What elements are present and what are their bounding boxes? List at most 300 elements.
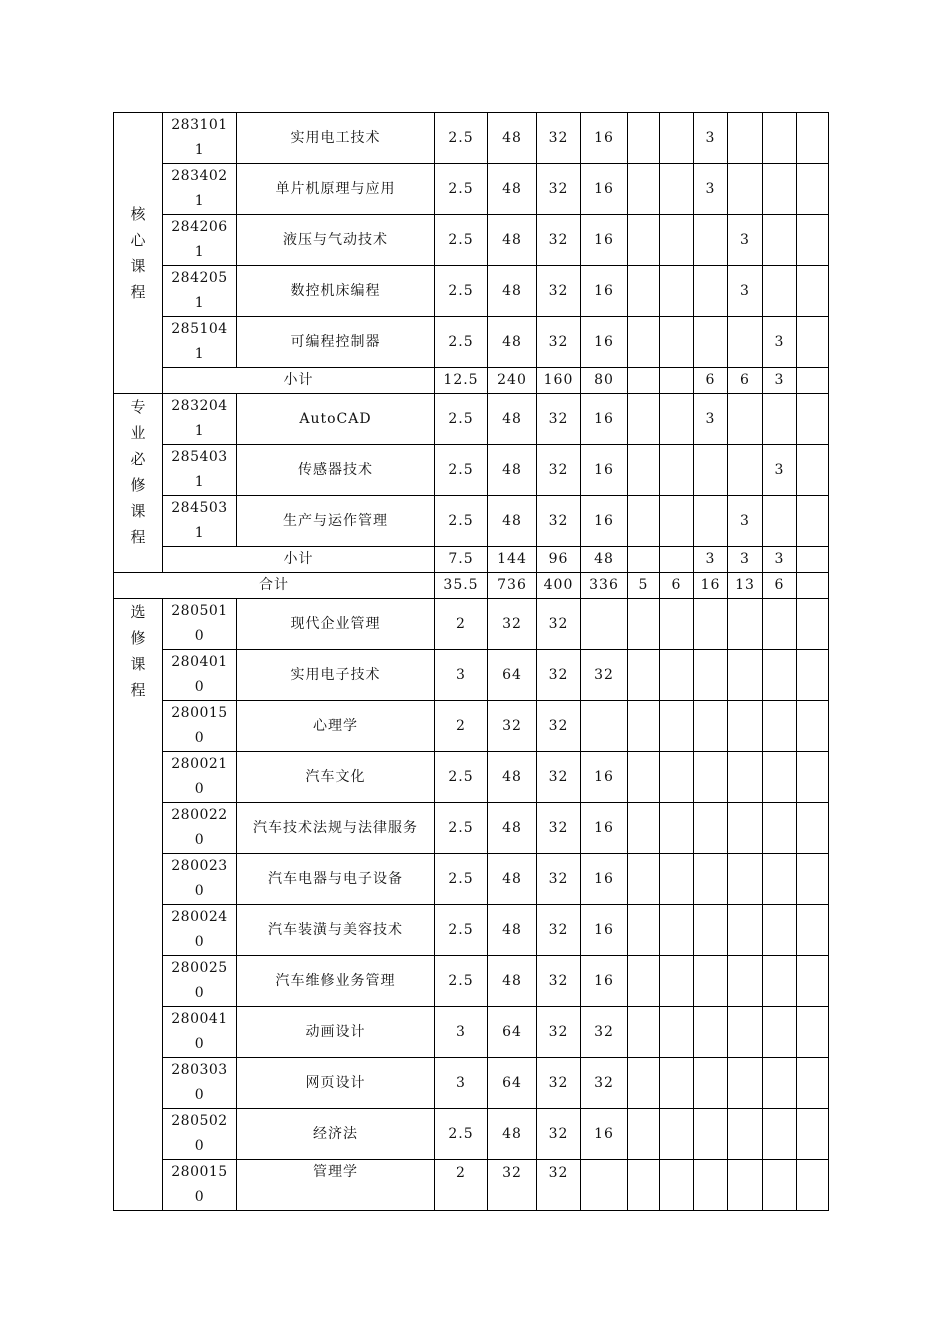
theory-hours: 32 [537, 113, 581, 164]
semester-2 [660, 701, 694, 752]
credit: 2.5 [435, 1109, 488, 1160]
semester-4 [728, 752, 763, 803]
semester-6 [797, 650, 829, 701]
semester-1 [628, 803, 660, 854]
semester-5 [763, 701, 797, 752]
subtotal-label: 小计 [163, 368, 435, 394]
credit: 3 [435, 1058, 488, 1109]
course-code-line: 284205 [171, 270, 228, 286]
course-code-line: 0 [194, 1087, 205, 1103]
semester-3: 3 [694, 547, 728, 573]
table-row [114, 113, 829, 164]
course-code [163, 113, 237, 164]
practice-hours [581, 599, 628, 650]
theory-hours: 32 [537, 803, 581, 854]
semester-3 [694, 803, 728, 854]
practice-hours: 16 [581, 317, 628, 368]
theory-hours: 32 [537, 394, 581, 445]
semester-1 [628, 701, 660, 752]
semester-1 [628, 445, 660, 496]
course-code [163, 599, 237, 650]
course-name: 单片机原理与应用 [237, 164, 435, 215]
semester-5 [763, 113, 797, 164]
theory-hours: 32 [537, 956, 581, 1007]
semester-3 [694, 1058, 728, 1109]
semester-2 [660, 1058, 694, 1109]
course-code-line: 280041 [171, 1011, 228, 1027]
semester-2 [660, 1007, 694, 1058]
semester-4: 3 [728, 547, 763, 573]
semester-6 [797, 701, 829, 752]
semester-3 [694, 317, 728, 368]
course-code-line: 0 [194, 730, 205, 746]
total-hours: 48 [488, 445, 537, 496]
semester-6 [797, 496, 829, 547]
course-name: AutoCAD [237, 394, 435, 445]
semester-1 [628, 956, 660, 1007]
semester-3 [694, 854, 728, 905]
semester-5 [763, 215, 797, 266]
practice-hours: 80 [581, 368, 628, 394]
category-cell [114, 113, 163, 394]
semester-2 [660, 599, 694, 650]
semester-6 [797, 752, 829, 803]
course-code [163, 854, 237, 905]
semester-6 [797, 215, 829, 266]
course-name: 心理学 [237, 701, 435, 752]
total-hours: 64 [488, 1007, 537, 1058]
practice-hours: 48 [581, 547, 628, 573]
credit: 2.5 [435, 905, 488, 956]
semester-1 [628, 1007, 660, 1058]
total-hours: 64 [488, 650, 537, 701]
credit: 2.5 [435, 113, 488, 164]
course-name: 数控机床编程 [237, 266, 435, 317]
semester-1 [628, 547, 660, 573]
semester-4 [728, 113, 763, 164]
semester-4: 6 [728, 368, 763, 394]
semester-4 [728, 854, 763, 905]
course-code [163, 445, 237, 496]
total-hours: 64 [488, 1058, 537, 1109]
course-code-line: 283101 [171, 117, 228, 133]
credit: 2.5 [435, 854, 488, 905]
semester-5 [763, 854, 797, 905]
semester-5: 3 [763, 317, 797, 368]
course-code [163, 1160, 237, 1211]
course-code-line: 280401 [171, 654, 228, 670]
credit: 2.5 [435, 956, 488, 1007]
semester-1 [628, 266, 660, 317]
semester-6 [797, 113, 829, 164]
course-name: 现代企业管理 [237, 599, 435, 650]
practice-hours: 16 [581, 496, 628, 547]
course-name: 管理学 [237, 1160, 435, 1211]
semester-5 [763, 496, 797, 547]
course-code-line: 1 [194, 295, 205, 311]
course-code-line: 0 [194, 1189, 205, 1205]
total-hours: 48 [488, 1109, 537, 1160]
table-row [114, 317, 829, 368]
semester-4 [728, 1160, 763, 1211]
course-code-line: 284206 [171, 219, 228, 235]
semester-5 [763, 1160, 797, 1211]
course-code-line: 0 [194, 1138, 205, 1154]
practice-hours: 16 [581, 956, 628, 1007]
semester-3: 16 [694, 573, 728, 599]
theory-hours: 32 [537, 496, 581, 547]
credit: 2.5 [435, 496, 488, 547]
table-row [114, 1058, 829, 1109]
category-cell [114, 394, 163, 573]
category-label: 专业必修课程 [130, 398, 146, 546]
semester-6 [797, 573, 829, 599]
total-hours: 48 [488, 215, 537, 266]
semester-5 [763, 394, 797, 445]
semester-6 [797, 1007, 829, 1058]
semester-2 [660, 215, 694, 266]
semester-4 [728, 803, 763, 854]
semester-4 [728, 956, 763, 1007]
practice-hours: 16 [581, 803, 628, 854]
total-hours: 48 [488, 752, 537, 803]
theory-hours: 32 [537, 1160, 581, 1211]
theory-hours: 32 [537, 1007, 581, 1058]
semester-2 [660, 394, 694, 445]
semester-3 [694, 956, 728, 1007]
semester-5: 3 [763, 445, 797, 496]
theory-hours: 96 [537, 547, 581, 573]
course-code-line: 0 [194, 985, 205, 1001]
semester-1 [628, 496, 660, 547]
total-hours: 48 [488, 164, 537, 215]
total-hours: 48 [488, 113, 537, 164]
semester-5 [763, 1109, 797, 1160]
table-row [114, 215, 829, 266]
course-code [163, 803, 237, 854]
semester-4: 3 [728, 496, 763, 547]
total-hours: 48 [488, 803, 537, 854]
semester-6 [797, 854, 829, 905]
table-row [114, 650, 829, 701]
course-table [113, 112, 829, 1211]
semester-2 [660, 445, 694, 496]
semester-1 [628, 317, 660, 368]
semester-6 [797, 368, 829, 394]
credit: 2.5 [435, 266, 488, 317]
course-code [163, 905, 237, 956]
theory-hours: 32 [537, 752, 581, 803]
semester-4 [728, 701, 763, 752]
course-code [163, 1109, 237, 1160]
course-code [163, 1058, 237, 1109]
semester-4 [728, 1058, 763, 1109]
semester-5 [763, 599, 797, 650]
theory-hours: 160 [537, 368, 581, 394]
category-label: 核心课程 [130, 205, 146, 301]
semester-2: 6 [660, 573, 694, 599]
semester-6 [797, 547, 829, 573]
semester-6 [797, 317, 829, 368]
course-name: 网页设计 [237, 1058, 435, 1109]
total-hours: 736 [488, 573, 537, 599]
semester-3 [694, 1109, 728, 1160]
grand-total-row [114, 573, 829, 599]
theory-hours: 32 [537, 445, 581, 496]
semester-4: 3 [728, 215, 763, 266]
total-hours: 48 [488, 394, 537, 445]
semester-3 [694, 266, 728, 317]
semester-3: 6 [694, 368, 728, 394]
semester-3 [694, 445, 728, 496]
semester-2 [660, 650, 694, 701]
course-code [163, 956, 237, 1007]
semester-5: 3 [763, 368, 797, 394]
semester-5 [763, 905, 797, 956]
course-table-body [114, 113, 829, 1211]
practice-hours: 16 [581, 752, 628, 803]
semester-3 [694, 650, 728, 701]
course-code-line: 283204 [171, 398, 228, 414]
total-hours: 48 [488, 496, 537, 547]
course-code-line: 280025 [171, 960, 228, 976]
semester-3 [694, 599, 728, 650]
course-code-line: 280022 [171, 807, 228, 823]
course-name: 汽车维修业务管理 [237, 956, 435, 1007]
course-code-line: 1 [194, 423, 205, 439]
table-row [114, 956, 829, 1007]
subtotal-label: 小计 [163, 547, 435, 573]
semester-3 [694, 215, 728, 266]
table-row [114, 854, 829, 905]
total-hours: 32 [488, 1160, 537, 1211]
total-hours: 144 [488, 547, 537, 573]
practice-hours: 32 [581, 1058, 628, 1109]
course-code-line: 1 [194, 474, 205, 490]
course-code-line: 285403 [171, 449, 228, 465]
course-name: 传感器技术 [237, 445, 435, 496]
semester-1 [628, 113, 660, 164]
table-row [114, 394, 829, 445]
semester-3: 3 [694, 113, 728, 164]
course-code [163, 317, 237, 368]
course-code [163, 701, 237, 752]
course-name: 动画设计 [237, 1007, 435, 1058]
semester-1 [628, 854, 660, 905]
semester-1 [628, 650, 660, 701]
theory-hours: 32 [537, 701, 581, 752]
credit: 2.5 [435, 803, 488, 854]
semester-5 [763, 164, 797, 215]
semester-6 [797, 956, 829, 1007]
semester-2 [660, 1109, 694, 1160]
credit: 2.5 [435, 752, 488, 803]
course-code-line: 280024 [171, 909, 228, 925]
credit: 2.5 [435, 394, 488, 445]
semester-2 [660, 547, 694, 573]
practice-hours [581, 701, 628, 752]
theory-hours: 32 [537, 650, 581, 701]
semester-4 [728, 394, 763, 445]
semester-3: 3 [694, 164, 728, 215]
semester-6 [797, 599, 829, 650]
semester-4 [728, 905, 763, 956]
semester-3 [694, 752, 728, 803]
practice-hours: 16 [581, 113, 628, 164]
course-code-line: 280015 [171, 1164, 228, 1180]
course-code-line: 280303 [171, 1062, 228, 1078]
semester-2 [660, 164, 694, 215]
course-code [163, 1007, 237, 1058]
course-code-line: 280023 [171, 858, 228, 874]
theory-hours: 32 [537, 317, 581, 368]
course-code-line: 1 [194, 142, 205, 158]
semester-5 [763, 803, 797, 854]
grand-total-label: 合计 [114, 573, 435, 599]
theory-hours: 32 [537, 266, 581, 317]
table-row [114, 1160, 829, 1211]
semester-2 [660, 1160, 694, 1211]
course-code [163, 394, 237, 445]
total-hours: 32 [488, 599, 537, 650]
course-code-line: 280021 [171, 756, 228, 772]
semester-2 [660, 803, 694, 854]
semester-5 [763, 1058, 797, 1109]
semester-1 [628, 599, 660, 650]
semester-4 [728, 599, 763, 650]
theory-hours: 32 [537, 215, 581, 266]
theory-hours: 400 [537, 573, 581, 599]
category-cell [114, 599, 163, 1211]
credit: 2 [435, 701, 488, 752]
semester-4 [728, 650, 763, 701]
semester-6 [797, 394, 829, 445]
credit: 12.5 [435, 368, 488, 394]
theory-hours: 32 [537, 164, 581, 215]
semester-1 [628, 1109, 660, 1160]
semester-4: 3 [728, 266, 763, 317]
credit: 3 [435, 1007, 488, 1058]
semester-6 [797, 1160, 829, 1211]
theory-hours: 32 [537, 854, 581, 905]
table-row [114, 445, 829, 496]
semester-3 [694, 1007, 728, 1058]
practice-hours [581, 1160, 628, 1211]
credit: 2 [435, 1160, 488, 1211]
practice-hours: 16 [581, 266, 628, 317]
course-code-line: 280502 [171, 1113, 228, 1129]
semester-2 [660, 905, 694, 956]
course-code [163, 650, 237, 701]
semester-2 [660, 854, 694, 905]
semester-1 [628, 164, 660, 215]
semester-5 [763, 650, 797, 701]
semester-5 [763, 1007, 797, 1058]
semester-1 [628, 394, 660, 445]
credit: 2 [435, 599, 488, 650]
course-code-line: 280015 [171, 705, 228, 721]
semester-1 [628, 215, 660, 266]
course-name: 实用电工技术 [237, 113, 435, 164]
course-code-line: 284503 [171, 500, 228, 516]
semester-1 [628, 1058, 660, 1109]
course-code-line: 283402 [171, 168, 228, 184]
credit: 2.5 [435, 445, 488, 496]
table-row [114, 164, 829, 215]
semester-4: 13 [728, 573, 763, 599]
total-hours: 48 [488, 956, 537, 1007]
course-name: 生产与运作管理 [237, 496, 435, 547]
total-hours: 48 [488, 854, 537, 905]
course-code-line: 285104 [171, 321, 228, 337]
course-name: 实用电子技术 [237, 650, 435, 701]
course-code-line: 1 [194, 525, 205, 541]
course-name: 汽车电器与电子设备 [237, 854, 435, 905]
practice-hours: 16 [581, 1109, 628, 1160]
subtotal-row [114, 368, 829, 394]
semester-4 [728, 445, 763, 496]
theory-hours: 32 [537, 1058, 581, 1109]
semester-2 [660, 368, 694, 394]
semester-6 [797, 164, 829, 215]
semester-6 [797, 445, 829, 496]
theory-hours: 32 [537, 905, 581, 956]
theory-hours: 32 [537, 1109, 581, 1160]
practice-hours: 32 [581, 650, 628, 701]
course-name: 汽车文化 [237, 752, 435, 803]
total-hours: 240 [488, 368, 537, 394]
semester-6 [797, 266, 829, 317]
semester-6 [797, 803, 829, 854]
table-row [114, 1007, 829, 1058]
course-code [163, 496, 237, 547]
table-row [114, 599, 829, 650]
table-row [114, 803, 829, 854]
semester-4 [728, 164, 763, 215]
course-name: 汽车技术法规与法律服务 [237, 803, 435, 854]
semester-4 [728, 317, 763, 368]
credit: 3 [435, 650, 488, 701]
semester-3 [694, 496, 728, 547]
semester-5 [763, 266, 797, 317]
course-code-line: 280501 [171, 603, 228, 619]
course-name: 汽车装潢与美容技术 [237, 905, 435, 956]
practice-hours: 16 [581, 164, 628, 215]
credit: 7.5 [435, 547, 488, 573]
course-name: 经济法 [237, 1109, 435, 1160]
course-code-line: 0 [194, 883, 205, 899]
semester-6 [797, 1058, 829, 1109]
semester-1 [628, 368, 660, 394]
course-name: 液压与气动技术 [237, 215, 435, 266]
semester-1 [628, 1160, 660, 1211]
table-row [114, 266, 829, 317]
semester-2 [660, 113, 694, 164]
total-hours: 32 [488, 701, 537, 752]
course-code-line: 1 [194, 193, 205, 209]
practice-hours: 16 [581, 394, 628, 445]
course-code-line: 0 [194, 832, 205, 848]
course-code-line: 1 [194, 244, 205, 260]
course-code [163, 752, 237, 803]
semester-3 [694, 1160, 728, 1211]
semester-2 [660, 956, 694, 1007]
course-code-line: 1 [194, 346, 205, 362]
course-code-line: 0 [194, 628, 205, 644]
practice-hours: 16 [581, 854, 628, 905]
semester-5 [763, 956, 797, 1007]
course-code-line: 0 [194, 934, 205, 950]
